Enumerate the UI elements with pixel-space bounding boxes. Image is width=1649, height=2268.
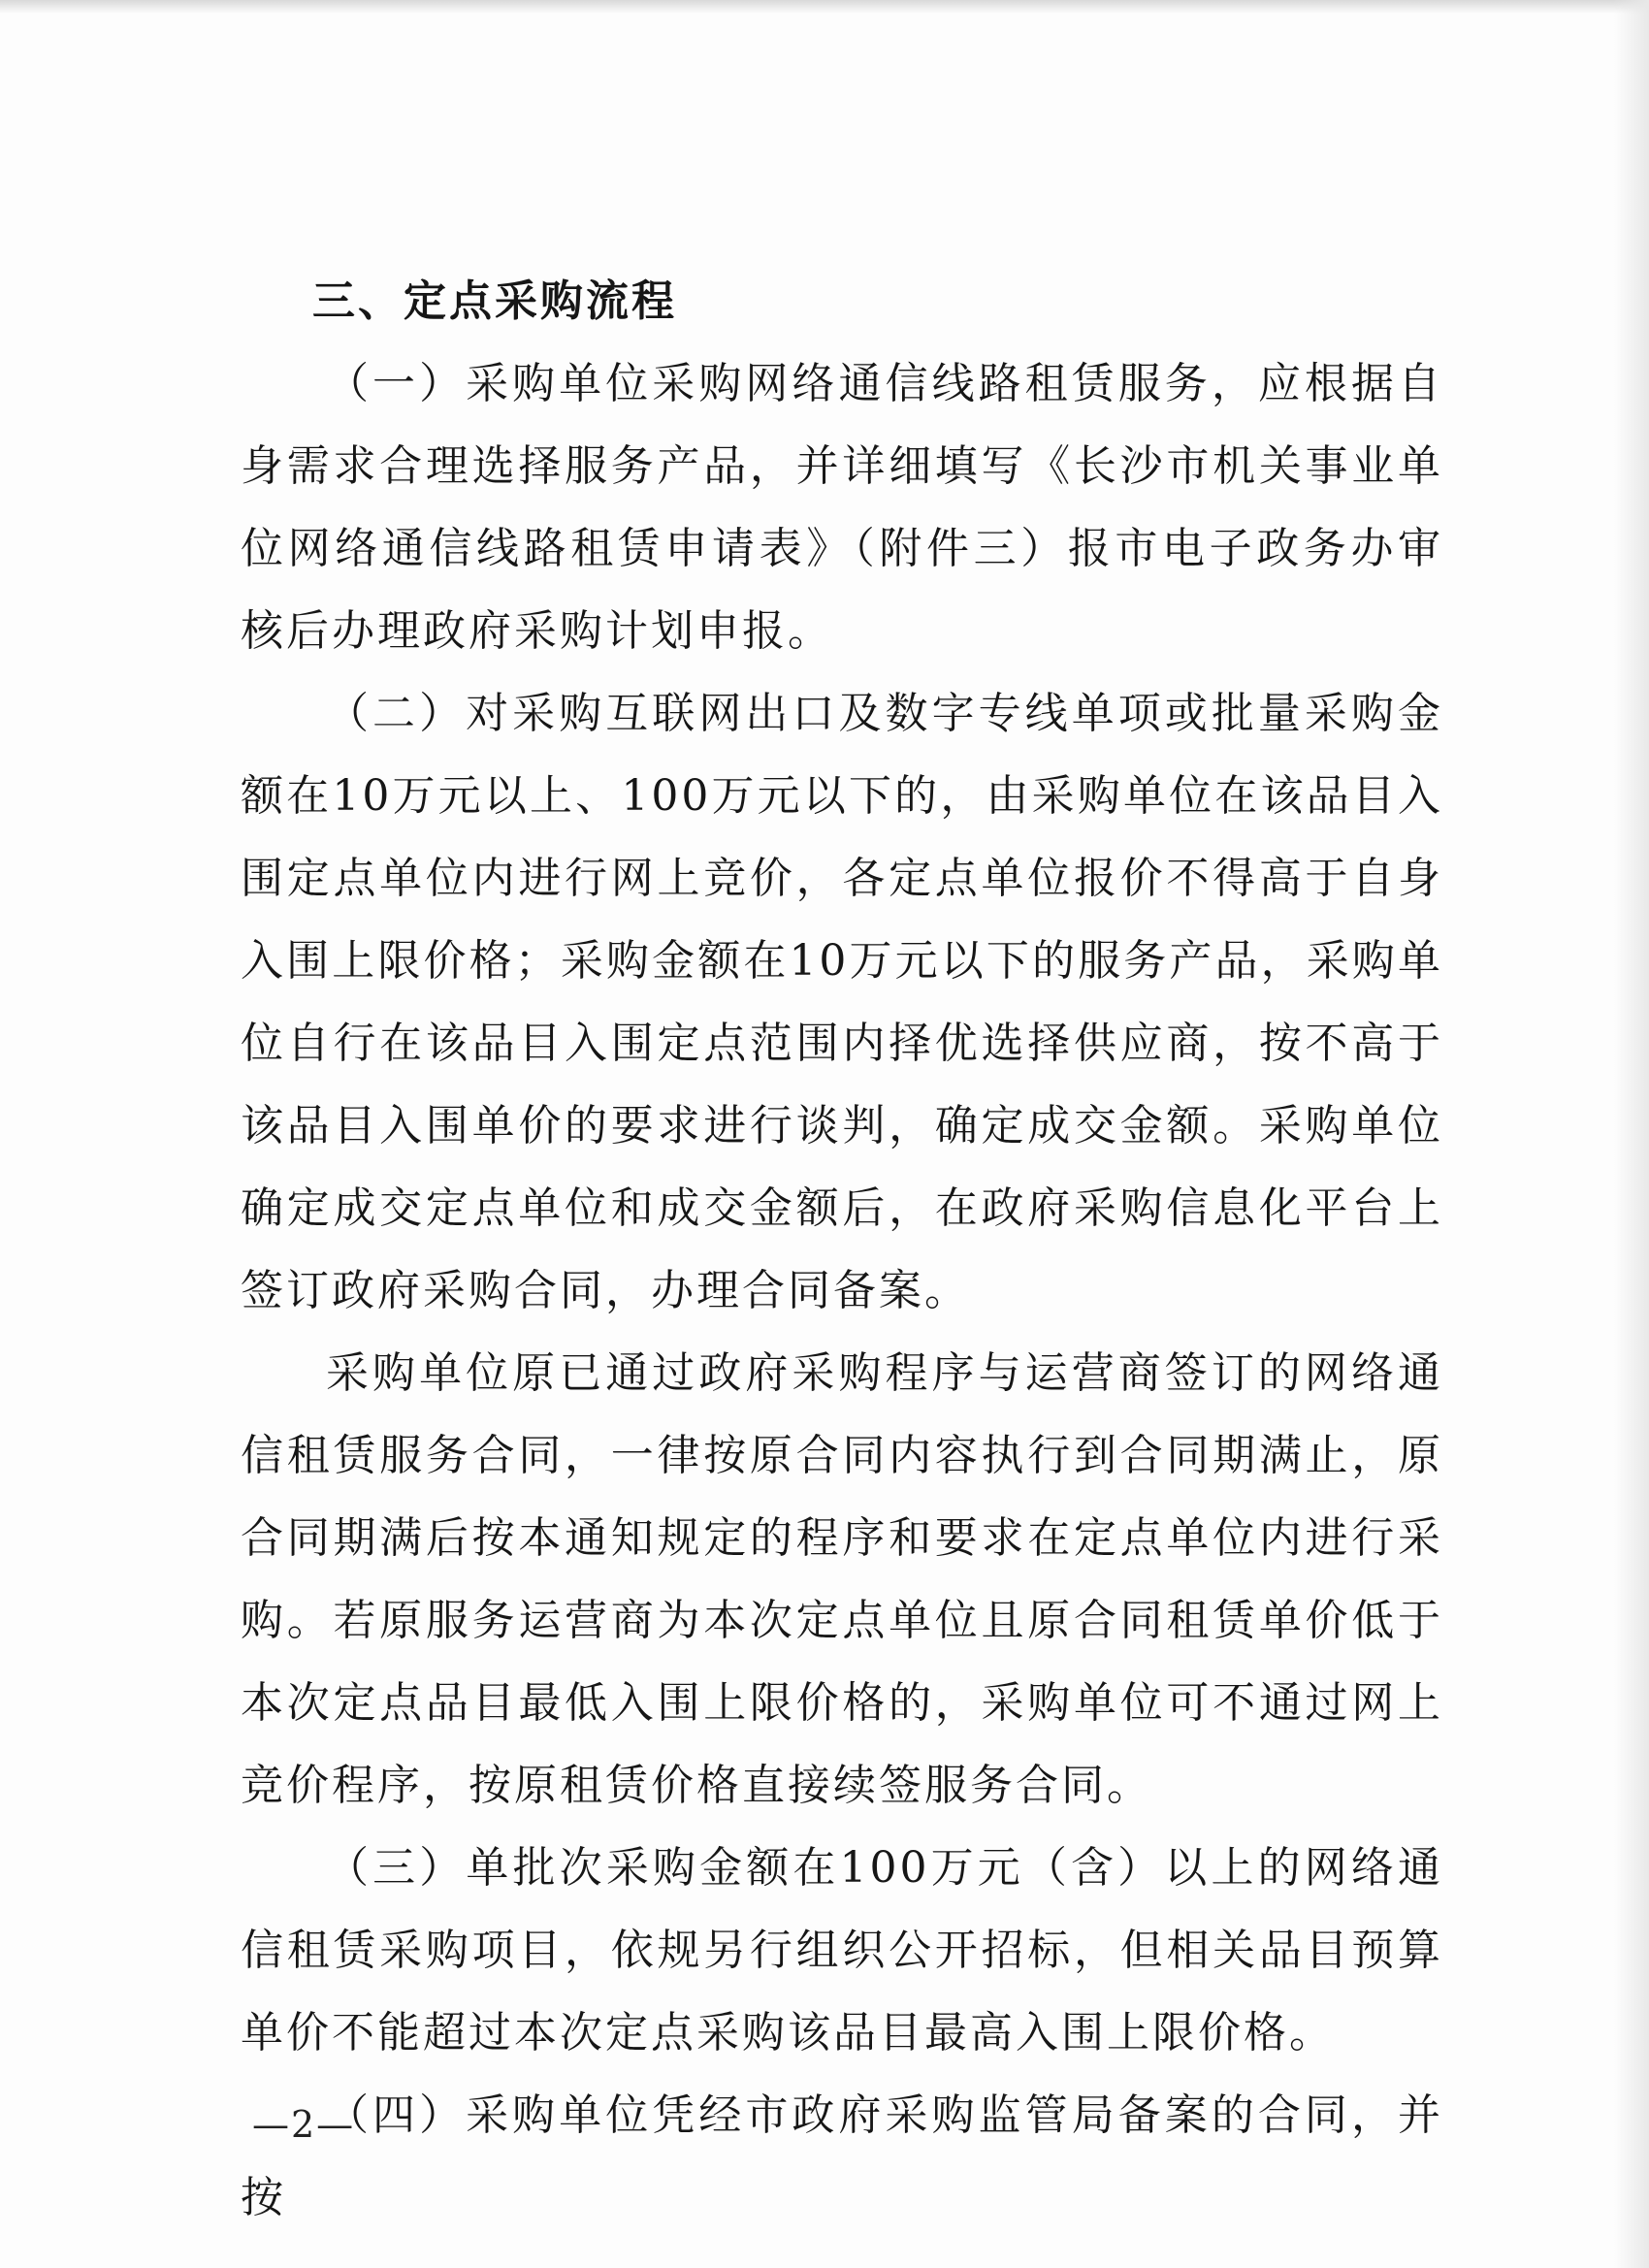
scan-top-edge	[0, 0, 1649, 14]
page-number: —2—	[252, 2103, 356, 2146]
paragraph-1: （一）采购单位采购网络通信线路租赁服务，应根据自身需求合理选择服务产品，并详细填写《长沙市机关事业单位网络通信线路租赁申请表》（附件三）报市电子政务办审核后办理政府采购计划申报。	[241, 359, 1443, 656]
paragraph-3: 采购单位原已通过政府采购程序与运营商签订的网络通信租赁服务合同，一律按原合同内容执行到合同期满止，原合同期满后按本通知规定的程序和要求在定点单位内进行采购。若原服务运营商为本次定点单位且原合同租赁单价低于本次定点品目最低入围上限价格的，采购单位可不通过网上竞价程序，按原租赁价格直接续签服务合同。	[241, 1348, 1443, 1810]
scan-right-shadow	[1614, 0, 1649, 2268]
paragraph-2: （二）对采购互联网出口及数字专线单项或批量采购金额在10万元以上、100万元以下的，由采购单位在该品目入围定点单位内进行网上竞价，各定点单位报价不得高于自身入围上限价格；采购金额在10万元以下的服务产品，采购单位自行在该品目入围定点范围内择优选择供应商，按不高于该品目入围单价的要求进行谈判，确定成交金额。采购单位确定成交定点单位和成交金额后，在政府采购信息化平台上签订政府采购合同，办理合同备案。	[241, 689, 1443, 1315]
paragraph-5: （四）采购单位凭经市政府采购监管局备案的合同，并按	[241, 2090, 1443, 2222]
section-heading: 三、定点采购流程	[312, 276, 677, 326]
document-body	[241, 260, 1443, 2239]
paragraph-4: （三）单批次采购金额在100万元（含）以上的网络通信租赁采购项目，依规另行组织公开招标，但相关品目预算单价不能超过本次定点采购该品目最高入围上限价格。	[241, 1843, 1443, 2057]
